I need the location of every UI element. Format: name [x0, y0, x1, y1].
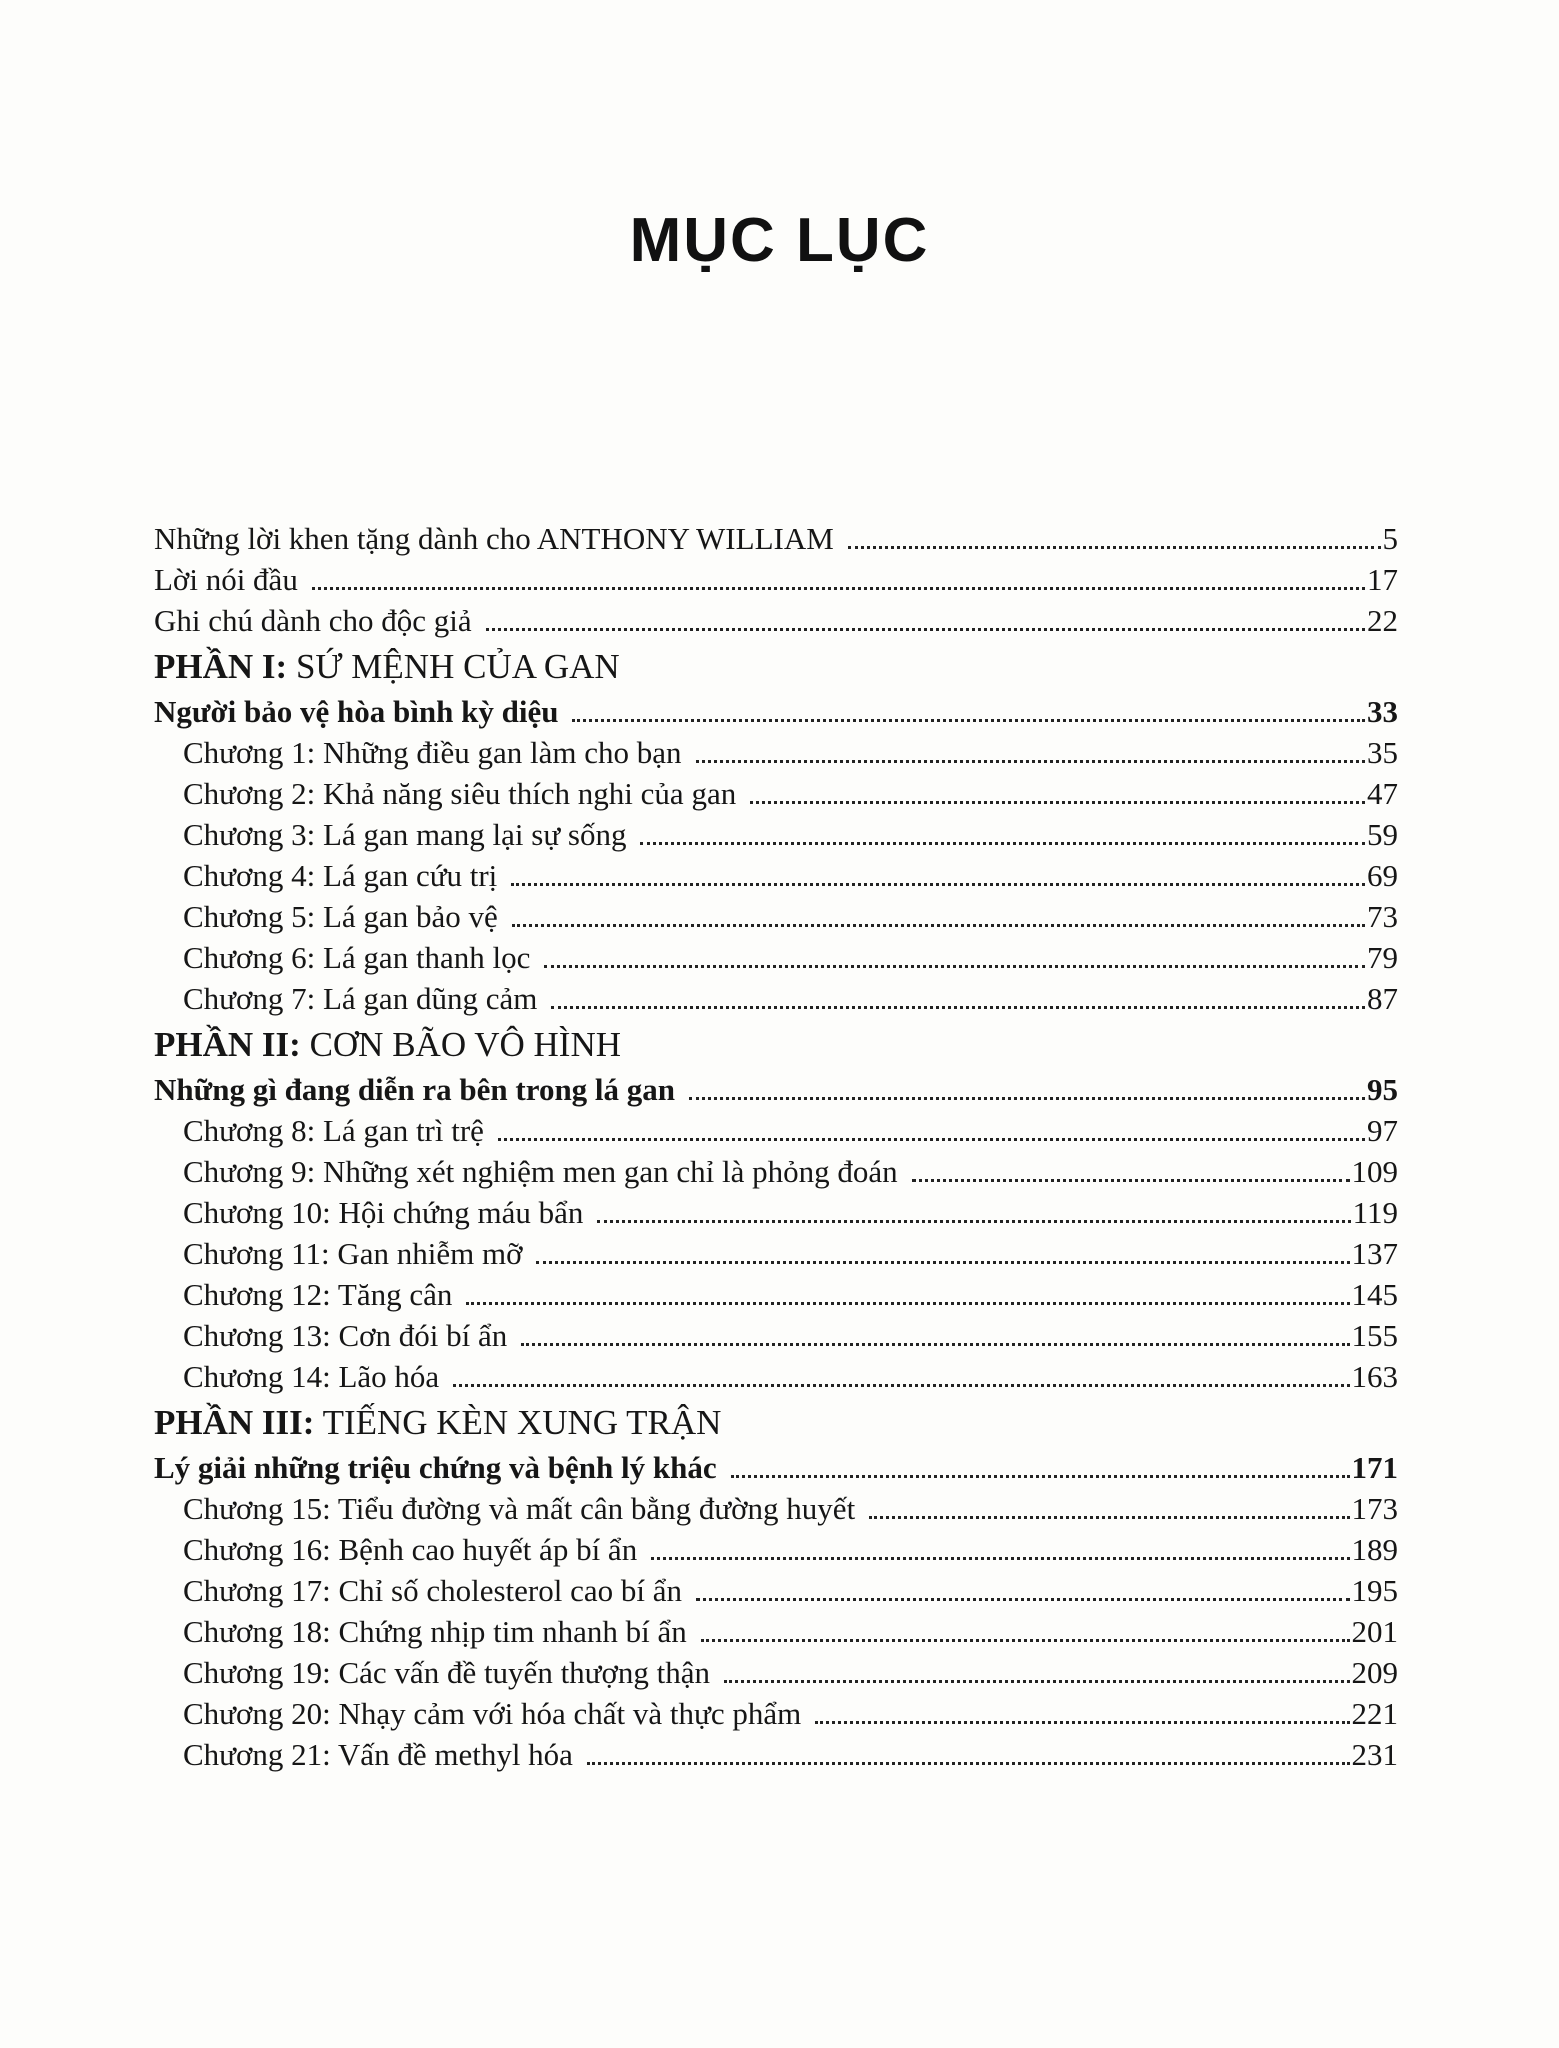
toc-entry-label: Những lời khen tặng dành cho ANTHONY WILLIAM — [154, 521, 834, 556]
toc-chapter[interactable] — [154, 1315, 1398, 1356]
toc-entry-page: 201 — [1351, 1614, 1398, 1649]
dot-leader — [696, 757, 1365, 763]
toc-entry[interactable] — [154, 600, 1398, 641]
dot-leader — [521, 1340, 1349, 1346]
dot-leader — [689, 1094, 1365, 1100]
toc-entry-label: Chương 19: Các vấn đề tuyến thượng thận — [183, 1655, 710, 1690]
toc-entry-label: Chương 14: Lão hóa — [183, 1359, 440, 1394]
toc-entry-label: Chương 17: Chỉ số cholesterol cao bí ẩn — [183, 1573, 682, 1608]
part-heading[interactable] — [154, 1401, 1398, 1445]
toc-chapter[interactable] — [154, 1611, 1398, 1652]
dot-leader — [498, 1135, 1365, 1141]
dot-leader — [815, 1718, 1349, 1724]
toc-entry-label: Chương 5: Lá gan bảo vệ — [183, 899, 498, 934]
toc-entry-page: 109 — [1351, 1154, 1398, 1189]
toc-entry-page: 47 — [1367, 776, 1398, 811]
toc-chapter[interactable] — [154, 1488, 1398, 1529]
toc-entry-label: Chương 18: Chứng nhịp tim nhanh bí ẩn — [183, 1614, 687, 1649]
toc-chapter[interactable] — [154, 1233, 1398, 1274]
dot-leader — [750, 798, 1365, 804]
part-number: PHẦN III: — [154, 1403, 315, 1442]
dot-leader — [551, 1003, 1365, 1009]
toc-entry-label: Chương 8: Lá gan trì trệ — [183, 1113, 484, 1148]
part-number: PHẦN I: — [154, 647, 288, 686]
toc-entry-page: 95 — [1367, 1072, 1398, 1107]
toc-chapter[interactable] — [154, 1652, 1398, 1693]
toc-section-intro[interactable] — [154, 1069, 1398, 1110]
part-number: PHẦN II: — [154, 1025, 301, 1064]
toc-entry-page: 33 — [1367, 694, 1398, 729]
toc-entry-page: 155 — [1351, 1318, 1398, 1353]
table-of-contents — [154, 518, 1398, 1775]
toc-section-intro[interactable] — [154, 691, 1398, 732]
dot-leader — [544, 962, 1365, 968]
toc-chapter[interactable] — [154, 937, 1398, 978]
part-heading[interactable] — [154, 1023, 1398, 1067]
toc-entry-label: Chương 15: Tiểu đường và mất cân bằng đường huyết — [183, 1491, 856, 1526]
toc-entry-label: Chương 1: Những điều gan làm cho bạn — [183, 735, 682, 770]
toc-entry-label: Chương 6: Lá gan thanh lọc — [183, 940, 531, 975]
toc-section-intro[interactable] — [154, 1447, 1398, 1488]
toc-entry-page: 231 — [1351, 1737, 1398, 1772]
part-heading[interactable] — [154, 645, 1398, 689]
dot-leader — [312, 584, 1365, 590]
dot-leader — [453, 1381, 1349, 1387]
toc-chapter[interactable] — [154, 855, 1398, 896]
toc-entry-label: Người bảo vệ hòa bình kỳ diệu — [154, 694, 559, 729]
toc-chapter[interactable] — [154, 814, 1398, 855]
toc-chapter[interactable] — [154, 1356, 1398, 1397]
toc-entry-page: 69 — [1367, 858, 1398, 893]
toc-entry-page: 5 — [1382, 521, 1398, 556]
toc-entry-label: Chương 13: Cơn đói bí ẩn — [183, 1318, 508, 1353]
toc-entry-label: Chương 4: Lá gan cứu trị — [183, 858, 498, 893]
toc-entry-label: Chương 2: Khả năng siêu thích nghi của gan — [183, 776, 737, 811]
toc-entry-page: 145 — [1351, 1277, 1398, 1312]
toc-chapter[interactable] — [154, 978, 1398, 1019]
toc-entry-page: 163 — [1351, 1359, 1398, 1394]
part-title: SỨ MỆNH CỦA GAN — [295, 647, 620, 686]
dot-leader — [511, 880, 1365, 886]
toc-entry-page: 171 — [1351, 1450, 1398, 1485]
toc-entry[interactable] — [154, 518, 1398, 559]
toc-entry-page: 73 — [1367, 899, 1398, 934]
toc-entry-label: Chương 20: Nhạy cảm với hóa chất và thực phẩm — [183, 1696, 802, 1731]
page-title: MỤC LỤC — [629, 206, 930, 275]
dot-leader — [912, 1176, 1350, 1182]
dot-leader — [848, 543, 1381, 549]
dot-leader — [536, 1258, 1349, 1264]
dot-leader — [724, 1677, 1350, 1683]
toc-entry-label: Chương 9: Những xét nghiệm men gan chỉ là phỏng đoán — [183, 1154, 898, 1189]
toc-entry-page: 137 — [1351, 1236, 1398, 1271]
toc-entry-page: 97 — [1367, 1113, 1398, 1148]
dot-leader — [640, 839, 1365, 845]
toc-entry-page: 79 — [1367, 940, 1398, 975]
toc-chapter[interactable] — [154, 1274, 1398, 1315]
toc-entry-page: 59 — [1367, 817, 1398, 852]
dot-leader — [597, 1217, 1350, 1223]
toc-entry-label: Chương 7: Lá gan dũng cảm — [183, 981, 538, 1016]
dot-leader — [696, 1595, 1350, 1601]
toc-entry-page: 221 — [1351, 1696, 1398, 1731]
toc-entry-label: Chương 12: Tăng cân — [183, 1277, 453, 1312]
dot-leader — [572, 716, 1365, 722]
dot-leader — [466, 1299, 1349, 1305]
toc-chapter[interactable] — [154, 732, 1398, 773]
toc-chapter[interactable] — [154, 1570, 1398, 1611]
toc-entry-page: 35 — [1367, 735, 1398, 770]
toc-chapter[interactable] — [154, 1693, 1398, 1734]
toc-entry-page: 173 — [1351, 1491, 1398, 1526]
toc-entry-page: 22 — [1367, 603, 1398, 638]
toc-chapter[interactable] — [154, 773, 1398, 814]
toc-chapter[interactable] — [154, 896, 1398, 937]
toc-entry-label: Chương 16: Bệnh cao huyết áp bí ẩn — [183, 1532, 638, 1567]
toc-chapter[interactable] — [154, 1110, 1398, 1151]
toc-entry-page: 17 — [1367, 562, 1398, 597]
toc-chapter[interactable] — [154, 1192, 1398, 1233]
toc-entry-label: Chương 10: Hội chứng máu bẩn — [183, 1195, 584, 1230]
dot-leader — [486, 625, 1365, 631]
toc-entry-page: 87 — [1367, 981, 1398, 1016]
part-title: CƠN BÃO VÔ HÌNH — [309, 1025, 622, 1064]
toc-entry-page: 189 — [1351, 1532, 1398, 1567]
dot-leader — [731, 1472, 1350, 1478]
dot-leader — [651, 1554, 1349, 1560]
toc-entry-page: 209 — [1351, 1655, 1398, 1690]
toc-chapter[interactable] — [154, 1529, 1398, 1570]
toc-entry-label: Chương 11: Gan nhiễm mỡ — [183, 1236, 523, 1271]
toc-entry-label: Chương 21: Vấn đề methyl hóa — [183, 1737, 573, 1772]
toc-chapter[interactable] — [154, 1151, 1398, 1192]
dot-leader — [869, 1513, 1349, 1519]
toc-entry[interactable] — [154, 559, 1398, 600]
toc-entry-page: 195 — [1351, 1573, 1398, 1608]
toc-chapter[interactable] — [154, 1734, 1398, 1775]
toc-entry-label: Chương 3: Lá gan mang lại sự sống — [183, 817, 627, 852]
part-title: TIẾNG KÈN XUNG TRẬN — [322, 1403, 722, 1442]
toc-entry-label: Những gì đang diễn ra bên trong lá gan — [154, 1072, 676, 1107]
toc-entry-page: 119 — [1352, 1195, 1398, 1230]
dot-leader — [701, 1636, 1350, 1642]
dot-leader — [512, 921, 1365, 927]
dot-leader — [587, 1759, 1350, 1765]
toc-entry-label: Lời nói đầu — [154, 562, 298, 597]
toc-entry-label: Ghi chú dành cho độc giả — [154, 603, 472, 638]
toc-entry-label: Lý giải những triệu chứng và bệnh lý khác — [154, 1450, 717, 1485]
